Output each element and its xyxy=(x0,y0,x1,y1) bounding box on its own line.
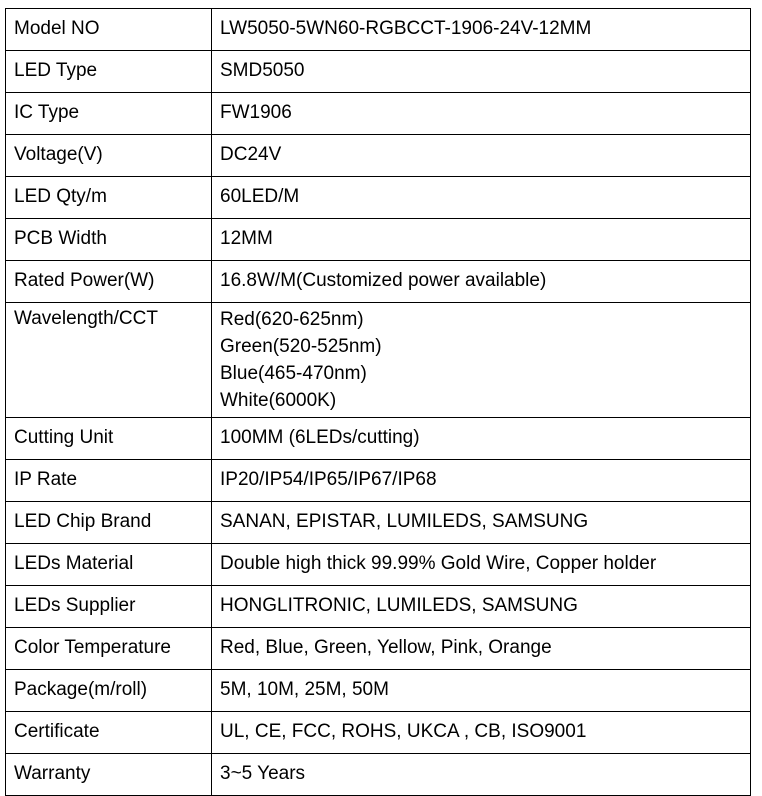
row-label-led-chip-brand: LED Chip Brand xyxy=(6,502,212,544)
row-value-ip-rate: IP20/IP54/IP65/IP67/IP68 xyxy=(212,460,751,502)
wavelength-line-green: Green(520-525nm) xyxy=(220,336,382,357)
table-row xyxy=(6,219,751,261)
table-row xyxy=(6,628,751,670)
row-value-wavelength xyxy=(212,303,751,418)
table-row xyxy=(6,9,751,51)
row-label-pcb-width: PCB Width xyxy=(6,219,212,261)
table-row xyxy=(6,460,751,502)
table-row xyxy=(6,544,751,586)
row-label-model-no: Model NO xyxy=(6,9,212,51)
table-row xyxy=(6,93,751,135)
spec-table xyxy=(5,8,751,796)
table-row xyxy=(6,261,751,303)
row-value-warranty: 3~5 Years xyxy=(212,754,751,796)
table-row xyxy=(6,418,751,460)
row-label-led-type: LED Type xyxy=(6,51,212,93)
row-label-package: Package(m/roll) xyxy=(6,670,212,712)
table-row xyxy=(6,670,751,712)
row-label-color-temperature: Color Temperature xyxy=(6,628,212,670)
table-row xyxy=(6,177,751,219)
row-value-leds-supplier: HONGLITRONIC, LUMILEDS, SAMSUNG xyxy=(212,586,751,628)
table-row xyxy=(6,502,751,544)
row-value-cutting-unit: 100MM (6LEDs/cutting) xyxy=(212,418,751,460)
row-value-led-chip-brand: SANAN, EPISTAR, LUMILEDS, SAMSUNG xyxy=(212,502,751,544)
row-label-certificate: Certificate xyxy=(6,712,212,754)
table-row xyxy=(6,51,751,93)
row-value-ic-type: FW1906 xyxy=(212,93,751,135)
table-row xyxy=(6,586,751,628)
row-value-led-type: SMD5050 xyxy=(212,51,751,93)
row-label-rated-power: Rated Power(W) xyxy=(6,261,212,303)
row-value-voltage: DC24V xyxy=(212,135,751,177)
row-label-warranty: Warranty xyxy=(6,754,212,796)
row-value-model-no: LW5050-5WN60-RGBCCT-1906-24V-12MM xyxy=(212,9,751,51)
row-value-leds-material: Double high thick 99.99% Gold Wire, Copper holder xyxy=(212,544,751,586)
table-row xyxy=(6,135,751,177)
wavelength-line-white: White(6000K) xyxy=(220,390,337,411)
row-label-leds-supplier: LEDs Supplier xyxy=(6,586,212,628)
row-value-rated-power: 16.8W/M(Customized power available) xyxy=(212,261,751,303)
row-label-led-qty: LED Qty/m xyxy=(6,177,212,219)
row-value-color-temperature: Red, Blue, Green, Yellow, Pink, Orange xyxy=(212,628,751,670)
wavelength-line-blue: Blue(465-470nm) xyxy=(220,363,367,384)
row-label-ip-rate: IP Rate xyxy=(6,460,212,502)
row-value-package: 5M, 10M, 25M, 50M xyxy=(212,670,751,712)
row-value-led-qty: 60LED/M xyxy=(212,177,751,219)
wavelength-line-red: Red(620-625nm) xyxy=(220,309,364,330)
row-label-wavelength: Wavelength/CCT xyxy=(6,303,212,418)
row-label-voltage: Voltage(V) xyxy=(6,135,212,177)
table-row xyxy=(6,303,751,418)
row-value-pcb-width: 12MM xyxy=(212,219,751,261)
row-label-ic-type: IC Type xyxy=(6,93,212,135)
table-row xyxy=(6,712,751,754)
row-value-certificate: UL, CE, FCC, ROHS, UKCA , CB, ISO9001 xyxy=(212,712,751,754)
table-row xyxy=(6,754,751,796)
row-label-cutting-unit: Cutting Unit xyxy=(6,418,212,460)
row-label-leds-material: LEDs Material xyxy=(6,544,212,586)
